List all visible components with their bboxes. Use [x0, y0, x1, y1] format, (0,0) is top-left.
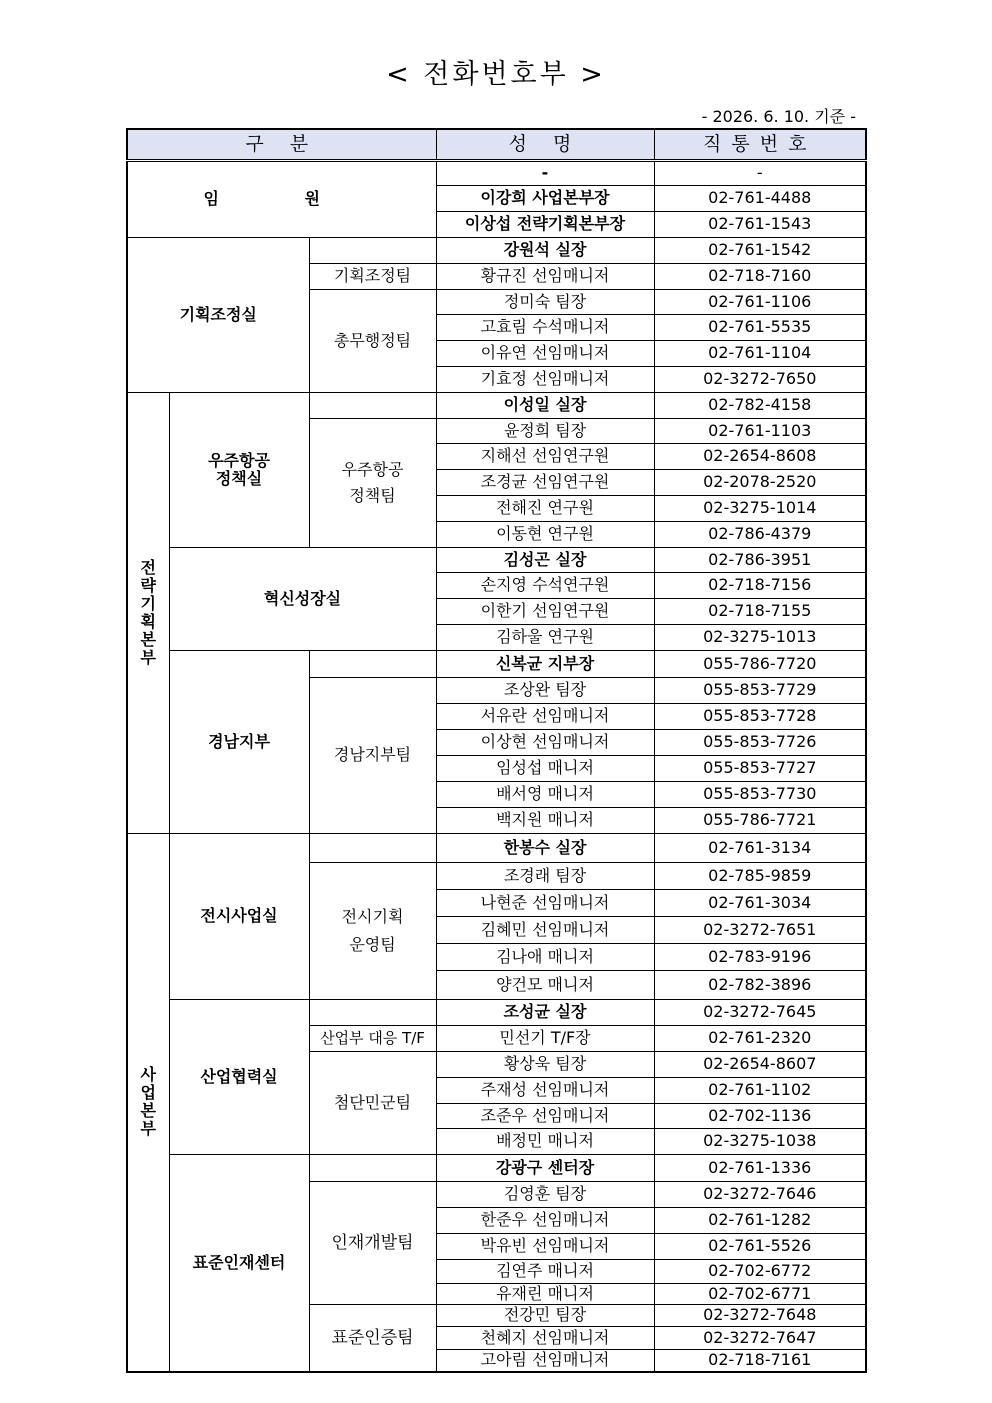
phone-cell: 02-3272-7648: [654, 1304, 866, 1326]
phone-cell: 02-2654-8608: [654, 443, 866, 469]
cert-team-label: 표준인증팀: [309, 1304, 436, 1372]
name-cell: 이상현 선임매니저: [436, 729, 654, 755]
phone-cell: 02-786-4379: [654, 521, 866, 547]
name-cell: 이강희 사업본부장: [436, 185, 654, 211]
planning-label: 기획조정실: [127, 237, 309, 392]
name-cell: 조경래 팀장: [436, 862, 654, 889]
name-cell: 백지원 매니저: [436, 807, 654, 833]
strategy-hq-text: 전략기획본부: [140, 557, 156, 667]
aero-team-label-line2: 정책팀: [349, 485, 396, 505]
name-cell: 조경균 선임연구원: [436, 469, 654, 495]
phone-cell: 02-3272-7650: [654, 366, 866, 392]
phone-cell: 055-853-7727: [654, 755, 866, 781]
name-cell: 이동현 연구원: [436, 521, 654, 547]
phone-cell: 02-761-3034: [654, 889, 866, 916]
name-cell: 이성일 실장: [436, 392, 654, 418]
name-cell: 한봉수 실장: [436, 833, 654, 862]
name-cell: 민선기 T/F장: [436, 1025, 654, 1051]
aero-team-label-line1: 우주항공: [341, 459, 404, 479]
name-cell: 이유연 선임매니저: [436, 340, 654, 366]
phone-cell: 02-3275-1013: [654, 624, 866, 650]
header-name: 성 명: [436, 129, 654, 160]
name-cell: 조성균 실장: [436, 999, 654, 1025]
phone-cell: 02-3272-7645: [654, 999, 866, 1025]
phone-cell: 055-853-7729: [654, 677, 866, 703]
phone-cell: 055-786-7720: [654, 650, 866, 677]
name-cell: 황규진 선임매니저: [436, 263, 654, 289]
name-cell: 지해선 선임연구원: [436, 443, 654, 469]
phone-cell: 02-761-1543: [654, 211, 866, 237]
standard-center-label: 표준인재센터: [169, 1154, 309, 1372]
phone-cell: 02-3275-1038: [654, 1128, 866, 1154]
phone-cell: 055-853-7730: [654, 781, 866, 807]
phone-cell: 02-718-7161: [654, 1349, 866, 1372]
name-cell: 이상섭 전략기획본부장: [436, 211, 654, 237]
phone-cell: 02-3272-7647: [654, 1326, 866, 1349]
phone-cell: 02-783-9196: [654, 943, 866, 970]
business-hq-text: 사업본부: [140, 1065, 156, 1139]
name-cell: 고아림 선임매니저: [436, 1349, 654, 1372]
name-cell: 임성섭 매니저: [436, 755, 654, 781]
phone-cell: 02-761-5535: [654, 314, 866, 340]
name-cell: 기효정 선임매니저: [436, 366, 654, 392]
name-cell: 김영훈 팀장: [436, 1181, 654, 1207]
aero-team-label: [309, 418, 436, 547]
name-cell: 김나애 매니저: [436, 943, 654, 970]
phone-cell: 02-2654-8607: [654, 1051, 866, 1077]
phone-cell: 02-3272-7646: [654, 1181, 866, 1207]
phone-cell: 02-782-4158: [654, 392, 866, 418]
tf-label: 산업부 대응 T/F: [309, 1025, 436, 1051]
name-cell: -: [436, 160, 654, 185]
industry-team-label: 첨단민군팀: [309, 1051, 436, 1154]
phone-cell: 02-761-1104: [654, 340, 866, 366]
name-cell: 신복균 지부장: [436, 650, 654, 677]
phone-cell: 02-761-2320: [654, 1025, 866, 1051]
phone-cell: 055-786-7721: [654, 807, 866, 833]
phone-cell: 055-853-7728: [654, 703, 866, 729]
exhibit-team-label-line2: 운영팀: [349, 934, 396, 954]
name-cell: 서유란 선임매니저: [436, 703, 654, 729]
phone-cell: 02-786-3951: [654, 547, 866, 572]
name-cell: 천혜지 선임매니저: [436, 1326, 654, 1349]
name-cell: 유재린 매니저: [436, 1283, 654, 1304]
header-division: 구 분: [127, 129, 436, 160]
phone-directory-table: [126, 128, 867, 1373]
aero-office-label-line1: 우주항공: [208, 450, 270, 470]
phone-cell: 02-782-3896: [654, 970, 866, 999]
team-label: 총무행정팀: [309, 289, 436, 392]
name-cell: 강원석 실장: [436, 237, 654, 263]
aero-office-label: [169, 392, 309, 547]
name-cell: 고효림 수석매니저: [436, 314, 654, 340]
exhibit-team-label: [309, 862, 436, 999]
phone-cell: 02-761-3134: [654, 833, 866, 862]
name-cell: 황상욱 팀장: [436, 1051, 654, 1077]
phone-cell: 055-853-7726: [654, 729, 866, 755]
phone-cell: 02-702-6772: [654, 1259, 866, 1283]
phone-cell: 02-718-7156: [654, 572, 866, 598]
phone-cell: 02-3275-1014: [654, 495, 866, 521]
business-hq-label: [127, 833, 169, 1372]
name-cell: 김혜민 선임매니저: [436, 916, 654, 943]
phone-cell: 02-3272-7651: [654, 916, 866, 943]
phone-cell: 02-718-7155: [654, 598, 866, 624]
page-title: < 전화번호부 >: [386, 59, 606, 90]
phone-cell: 02-761-1102: [654, 1077, 866, 1103]
name-cell: 강광구 센터장: [436, 1154, 654, 1181]
name-cell: 나현준 선임매니저: [436, 889, 654, 916]
name-cell: 전해진 연구원: [436, 495, 654, 521]
name-cell: 김성곤 실장: [436, 547, 654, 572]
talent-team-label: 인재개발팀: [309, 1181, 436, 1304]
name-cell: 윤정희 팀장: [436, 418, 654, 443]
name-cell: 조준우 선임매니저: [436, 1103, 654, 1128]
name-cell: 이한기 선임연구원: [436, 598, 654, 624]
exhibit-office-label: 전시사업실: [169, 833, 309, 999]
phone-cell: 02-2078-2520: [654, 469, 866, 495]
industry-office-label: 산업협력실: [169, 999, 309, 1154]
strategy-hq-label: [127, 392, 169, 833]
phone-cell: 02-761-1106: [654, 289, 866, 314]
name-cell: 정미숙 팀장: [436, 289, 654, 314]
gyeongnam-team-label: 경남지부팀: [309, 677, 436, 833]
name-cell: 박유빈 선임매니저: [436, 1233, 654, 1259]
phone-cell: 02-761-5526: [654, 1233, 866, 1259]
phone-cell: 02-761-1542: [654, 237, 866, 263]
phone-cell: 02-785-9859: [654, 862, 866, 889]
name-cell: 배서영 매니저: [436, 781, 654, 807]
phone-cell: 02-702-6771: [654, 1283, 866, 1304]
name-cell: 전강민 팀장: [436, 1304, 654, 1326]
name-cell: 양건모 매니저: [436, 970, 654, 999]
phone-cell: 02-761-1336: [654, 1154, 866, 1181]
aero-office-label-line2: 정책실: [215, 468, 263, 488]
phone-cell: 02-702-1136: [654, 1103, 866, 1128]
name-cell: 손지영 수석연구원: [436, 572, 654, 598]
name-cell: 한준우 선임매니저: [436, 1207, 654, 1233]
phone-cell: -: [654, 160, 866, 185]
date-stamp: - 2026. 6. 10. 기준 -: [701, 107, 856, 126]
name-cell: 조상완 팀장: [436, 677, 654, 703]
phone-cell: 02-718-7160: [654, 263, 866, 289]
header-phone: 직통번호: [654, 129, 866, 160]
name-cell: 김하울 연구원: [436, 624, 654, 650]
phone-cell: 02-761-1103: [654, 418, 866, 443]
exec-label: 임 원: [127, 160, 436, 237]
phone-cell: 02-761-4488: [654, 185, 866, 211]
name-cell: 주재성 선임매니저: [436, 1077, 654, 1103]
name-cell: 배정민 매니저: [436, 1128, 654, 1154]
name-cell: 김연주 매니저: [436, 1259, 654, 1283]
team-label: 기획조정팀: [309, 263, 436, 289]
innov-office-label: 혁신성장실: [169, 547, 436, 650]
gyeongnam-label: 경남지부: [169, 650, 309, 833]
exhibit-team-label-line1: 전시기획: [341, 906, 404, 926]
phone-cell: 02-761-1282: [654, 1207, 866, 1233]
